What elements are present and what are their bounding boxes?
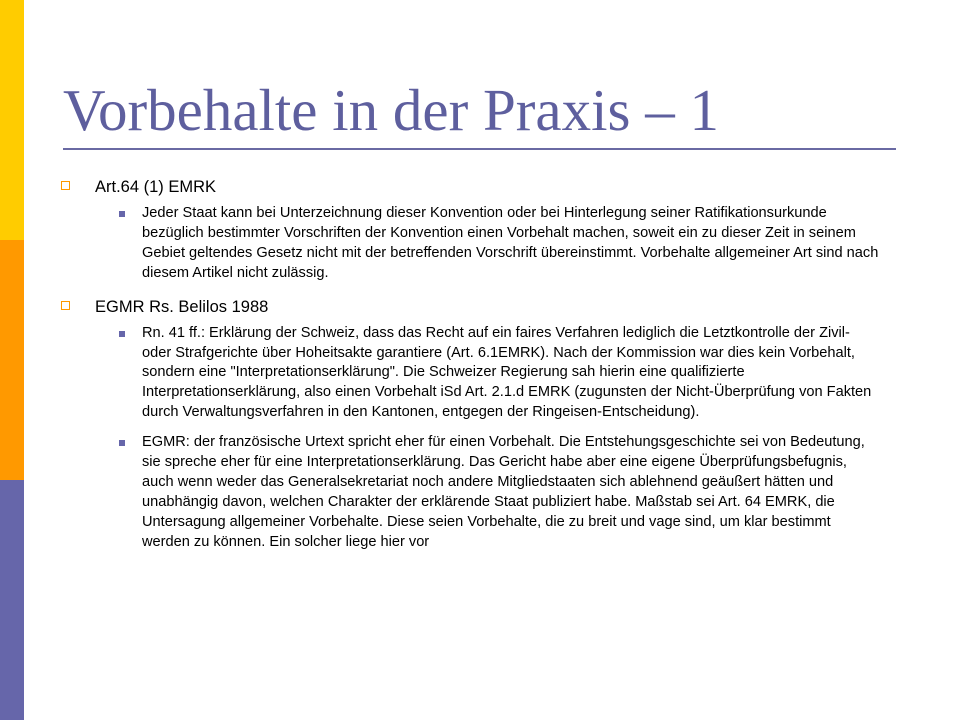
filled-square-bullet-icon <box>119 440 125 446</box>
sub-bullet-text: Rn. 41 ff.: Erklärung der Schweiz, dass das Recht auf ein faires Verfahren lediglich die Letztkontrolle der Zivil- oder Strafgerichte über Hoheitsakte garantiere (Art. 6.1EMRK). Nach der Kommission war dies kein Vorbehalt, sondern eine "Interpretationserklärung". Die Schweizer Regierung sah hierin eine qualifizierte Interpretationserklärung, also einen Vorbehalt iSd Art. 2.1.d EMRK (zugunsten der Nicht-Überprüfung von Fakten durch Verwaltungsverfahren in den Kantonen, entgegen der Ringeisen-Entscheidung). <box>142 324 872 421</box>
bullet-text: Art.64 (1) EMRK <box>95 178 217 196</box>
bullet-belilos <box>61 296 901 318</box>
sub-bullet-text: EGMR: der französische Urtext spricht eher für einen Vorbehalt. Die Entstehungsgeschichte sei von Bedeutung, sie spreche eher für eine Interpretationserklärung. Das Gericht habe aber eine eigene Überprüfungsbefugnis, auch wenn weder das Generalsekretariat noch andere Mitgliedstaaten sich ablehnend geäußert hätten und unabhängig davon, welchen Charakter der erklärende Staat publiziert habe. Maßstab sei Art. 64 EMRK, die Untersagung allgemeiner Vorbehalte. Diese seien Vorbehalte, die zu breit und vage sind, um klar bestimmt werden zu können. Ein solcher liege hier vor <box>142 434 865 550</box>
sub-bullet-art64-text <box>119 204 882 284</box>
hollow-square-bullet-icon <box>61 181 70 190</box>
accent-bar-purple <box>0 480 24 720</box>
sub-bullet-belilos-egmr <box>119 433 882 552</box>
slide-title: Vorbehalte in der Praxis – 1 <box>63 77 719 143</box>
accent-bar-yellow <box>0 0 24 240</box>
hollow-square-bullet-icon <box>61 301 70 310</box>
bullet-art64 <box>61 176 901 198</box>
sub-bullet-belilos-rn41 <box>119 324 882 424</box>
bullet-text: EGMR Rs. Belilos 1988 <box>95 297 269 316</box>
filled-square-bullet-icon <box>119 331 125 337</box>
title-divider <box>63 148 896 150</box>
filled-square-bullet-icon <box>119 211 125 217</box>
slide-content <box>61 176 901 563</box>
sub-bullet-text: Jeder Staat kann bei Unterzeichnung dieser Konvention oder bei Hinterlegung seiner Ratifikationsurkunde bezüglich bestimmter Vorschriften der Konvention einen Vorbehalt machen, soweit ein zu dieser Zeit in seinem Gebiet geltendes Gesetz nicht mit der betreffenden Vorschrift übereinstimmt. Vorbehalte allgemeiner Art sind nach diesem Artikel nicht zulässig. <box>142 205 879 281</box>
accent-bar-orange <box>0 240 24 480</box>
